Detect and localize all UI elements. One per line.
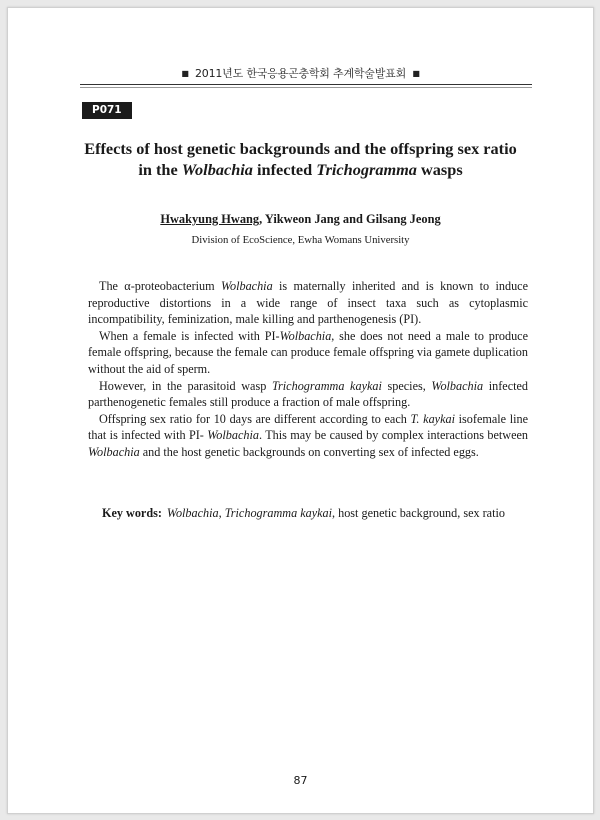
co-authors: , Yikweon Jang and Gilsang Jeong — [259, 212, 441, 226]
keywords-list — [167, 505, 528, 522]
page-number: 87 — [293, 774, 308, 787]
abstract-italic: Wolbachia — [220, 279, 273, 293]
abstract-italic: T. kaykai — [410, 411, 455, 426]
keyword-separator: , — [218, 506, 225, 520]
abstract-paragraph — [88, 278, 528, 328]
abstract-italic: Wolbachia — [279, 328, 332, 343]
abstract-text: However, in the parasitoid wasp — [99, 378, 272, 393]
title-italic-genus: Wolbachia — [181, 160, 253, 179]
abstract-body — [88, 278, 528, 461]
abstract-paragraph — [88, 328, 528, 378]
author-list — [68, 212, 533, 227]
title-text: in the — [138, 160, 182, 179]
title-text: infected — [252, 160, 317, 179]
abstract-text: species, — [381, 378, 432, 393]
abstract-text: The α-proteobacterium — [99, 279, 221, 293]
header-marker-right: ■ — [412, 69, 420, 78]
title-text: wasps — [416, 160, 463, 179]
keyword-text: , host genetic background, sex ratio — [332, 506, 505, 520]
header-marker-left: ■ — [181, 69, 189, 78]
running-header — [8, 65, 593, 81]
title-italic-genus: Trichogramma — [316, 160, 417, 179]
abstract-text: When a female is infected with PI- — [99, 328, 280, 343]
abstract-paragraph — [88, 378, 528, 411]
affiliation: Division of EcoScience, Ewha Womans University — [191, 234, 410, 246]
keywords-label: Key words: — [102, 506, 162, 520]
poster-id-badge: P071 — [82, 102, 132, 119]
header-rule — [80, 84, 532, 85]
abstract-text: and the host genetic backgrounds on converting sex of infected eggs. — [139, 444, 479, 459]
keywords — [102, 505, 528, 522]
title-line-1: Effects of host genetic backgrounds and the offspring sex ratio — [84, 139, 517, 158]
abstract-italic: Wolbachia — [431, 378, 484, 393]
header-rule-thin — [80, 87, 532, 88]
abstract-text: isofemale line that is infected with PI- — [88, 411, 528, 443]
abstract-text: , she does not need a male to produce female offspring, because the female can produce female offspring via gamete duplication without the aid of sperm. — [88, 328, 528, 376]
abstract-paragraph — [88, 411, 528, 461]
abstract-italic: Trichogramma kaykai — [271, 378, 382, 393]
keyword-italic: Wolbachia — [166, 506, 219, 520]
conference-name: 2011년도 한국응용곤충학회 추계학술발표회 — [194, 67, 407, 80]
abstract-text: . This may be caused by complex interactions between — [258, 428, 528, 443]
abstract-text: Offspring sex ratio for 10 days are different according to each — [99, 411, 411, 426]
paper-page — [7, 7, 594, 814]
abstract-text: infected parthenogenetic females still produce a fraction of male offspring. — [88, 378, 529, 410]
abstract-text: is maternally inherited and is known to induce reproductive distortions in a wide range of insect taxa such as cytoplasmic incompatibility, feminization, male killing and parthenogenesis (PI). — [88, 279, 528, 327]
title-line-2 — [78, 159, 523, 180]
keyword-italic: Trichogramma kaykai — [224, 506, 333, 520]
presenting-author: Hwakyung Hwang — [160, 212, 260, 226]
abstract-italic: Wolbachia — [207, 428, 259, 443]
paper-title — [78, 138, 523, 180]
abstract-italic: Wolbachia — [88, 444, 140, 459]
